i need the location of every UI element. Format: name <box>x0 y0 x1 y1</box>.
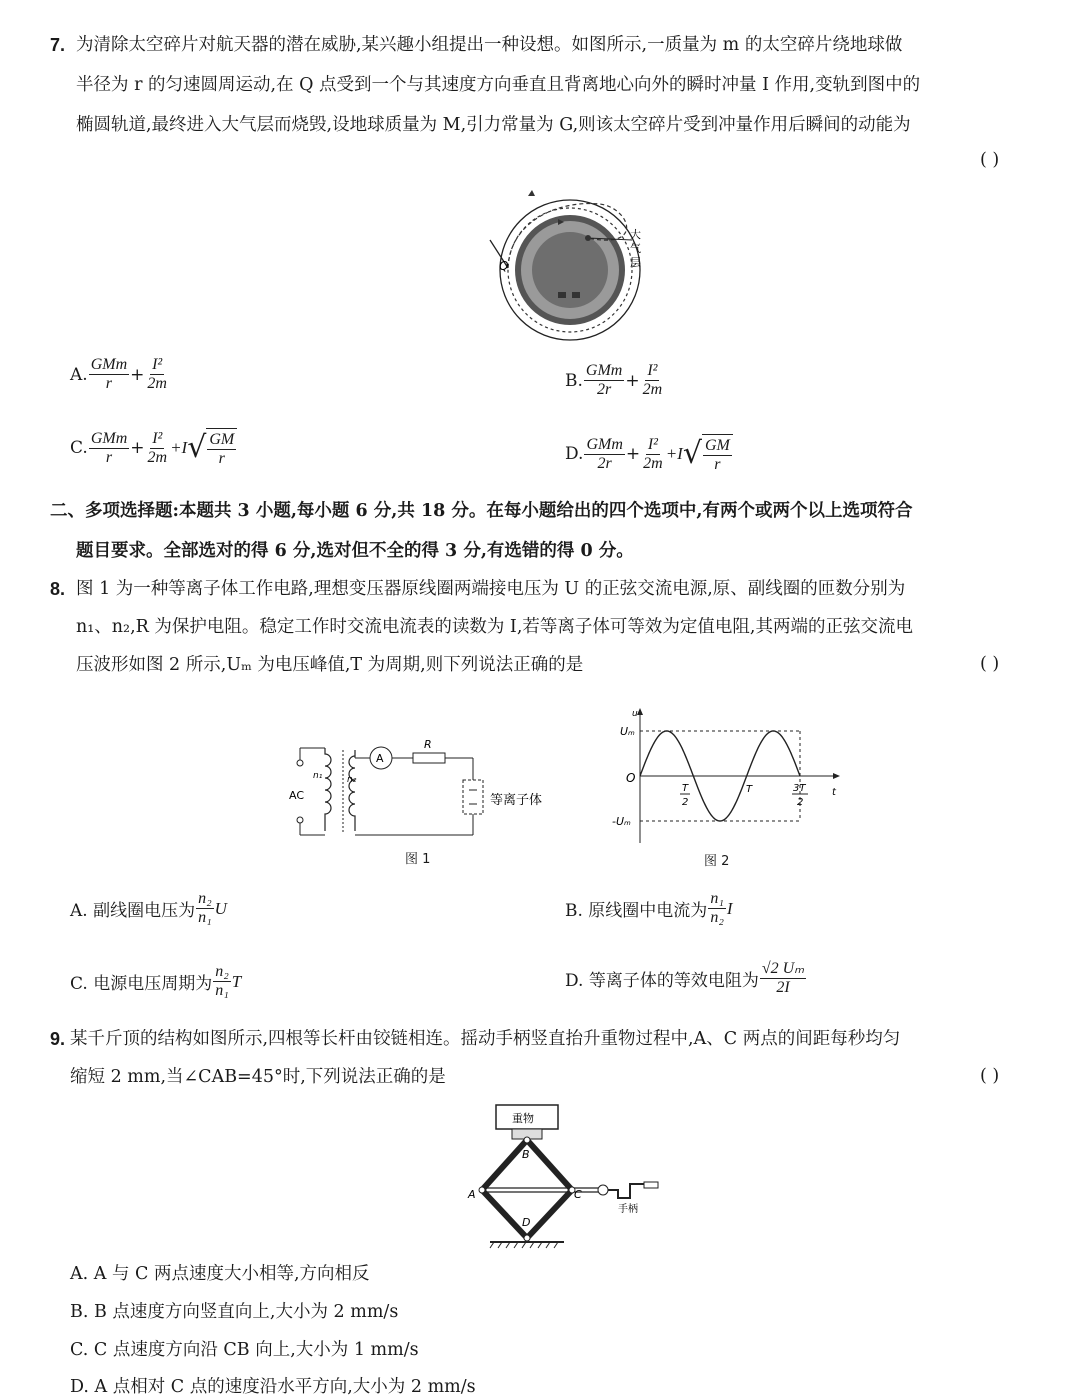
option-text: A. 副线圈电压为 <box>70 901 196 921</box>
q7-option-c[interactable] <box>70 428 237 468</box>
fraction-gmm-over-r: $\frac{\text{GMm}}{r}$ <box>90 429 128 466</box>
section-2-heading-line-2: 题目要求。全部选对的得 6 分,选对但不全的得 3 分,有选错的得 0 分。 <box>76 541 634 561</box>
question-8-number: 8. <box>50 579 66 599</box>
tick-three-half-period-numerator: 3T <box>793 783 806 794</box>
ratio-fraction: $\frac{\text{n₂}}{\text{n₁}}$ <box>198 890 212 926</box>
plasma-element <box>463 780 483 814</box>
fraction-gmm-over-2r: $\frac{\text{GMm}}{2r}$ <box>585 362 623 398</box>
fraction-gmm-over-r: $\frac{\text{GMm}}{r}$ <box>90 356 128 392</box>
tick-period: T <box>746 784 753 795</box>
plus-sign: + <box>625 370 640 391</box>
voltage-waveform <box>610 705 845 850</box>
rod-bc <box>527 1140 572 1190</box>
negative-peak-label: -Uₘ <box>612 815 631 828</box>
question-8-line-1: 图 1 为一种等离子体工作电路,理想变压器原线圈两端接电压为 U 的正弦交流电源,原、副线圈的匝数分别为 <box>76 579 906 599</box>
sqrt-gm-over-r: √ $\frac{GM}{r}$ <box>683 434 733 474</box>
section-2-heading-line-1: 二、多项选择题:本题共 3 小题,每小题 6 分,共 18 分。在每小题给出的四个选项中,有两个或两个以上选项符合 <box>50 501 913 521</box>
tick-three-half-period-denominator: 2 <box>797 797 804 808</box>
question-8-line-3: 压波形如图 2 所示,Uₘ 为电压峰值,T 为周期,则下列说法正确的是 <box>76 655 584 675</box>
option-label: C. <box>70 438 88 458</box>
primary-coil <box>325 748 331 831</box>
question-7-number: 7. <box>50 35 66 55</box>
q9-option-c[interactable]: C. C 点速度方向沿 CB 向上,大小为 1 mm/s <box>70 1340 419 1360</box>
point-b-label: B <box>522 1148 530 1161</box>
plus-i-term: +I <box>665 444 683 463</box>
fraction-gmm-over-2r: $\frac{\text{GMm}}{2r}$ <box>586 435 623 472</box>
point-a-label: A <box>468 1188 476 1201</box>
handle-crank <box>608 1184 644 1198</box>
figure-2-caption: 图 2 <box>704 854 730 869</box>
option-text: D. 等离子体的等效电阻为 <box>565 971 759 991</box>
ac-source-label: AC <box>289 789 305 802</box>
weight-label: 重物 <box>512 1112 534 1125</box>
atmosphere-label-3: 层 <box>630 256 641 269</box>
option-label: B. <box>565 370 583 391</box>
question-9-number: 9. <box>50 1029 66 1049</box>
q8-option-d[interactable] <box>565 960 807 997</box>
option-text: B. 原线圈中电流为 <box>565 901 708 921</box>
ratio-fraction: $\frac{\text{n₁}}{\text{n₂}}$ <box>710 890 724 926</box>
option-label: D. <box>565 444 584 464</box>
ammeter-label: A <box>376 752 384 765</box>
q9-option-a[interactable]: A. A 与 C 两点速度大小相等,方向相反 <box>70 1264 370 1284</box>
atmosphere-label-1: 大 <box>630 228 641 241</box>
resistor-label: R <box>424 738 432 751</box>
secondary-coil <box>349 750 355 831</box>
fraction-i2-over-2m: $\frac{\text{I²}}{2m}$ <box>147 429 168 466</box>
n2-label: n₂ <box>347 775 357 785</box>
n1-label: n₁ <box>313 771 323 781</box>
q8-option-c[interactable] <box>70 963 241 1000</box>
rod-ab <box>482 1140 527 1190</box>
q7-option-a[interactable] <box>70 356 170 393</box>
question-9-line-2: 缩短 2 mm,当∠CAB=45°时,下列说法正确的是 <box>70 1067 446 1087</box>
t-axis-label: t <box>832 787 836 798</box>
tick-half-period-denominator: 2 <box>682 797 689 808</box>
ratio-fraction: $\frac{\text{n₂}}{\text{n₁}}$ <box>215 963 229 999</box>
u-axis-label: u <box>632 709 638 719</box>
plus-sign: + <box>625 444 641 464</box>
option-variable: U <box>214 898 227 918</box>
earth-core <box>532 232 608 308</box>
question-7-line-2: 半径为 r 的匀速圆周运动,在 Q 点受到一个与其速度方向垂直且背离地心向外的瞬时冲量 I 作用,变轨到图中的 <box>76 75 921 95</box>
orbit-diagram <box>480 180 660 350</box>
point-q-label: Q <box>499 259 509 273</box>
rod-ad <box>482 1190 527 1238</box>
q7-option-d[interactable] <box>565 434 733 474</box>
q8-option-b[interactable] <box>565 890 733 927</box>
q8-option-a[interactable] <box>70 890 227 927</box>
atmosphere-label-2: 气 <box>630 242 641 255</box>
plus-i-term: +I <box>170 438 188 457</box>
question-8-line-2: n₁、n₂,R 为保护电阻。稳定工作时交流电流表的读数为 I,若等离子体可等效为定值电阻,其两端的正弦交流电 <box>76 617 913 637</box>
point-c-label: C <box>574 1188 582 1201</box>
plus-sign: + <box>130 364 145 385</box>
answer-bracket-8: ( ) <box>980 654 1000 674</box>
fraction-i2-over-2m: $\frac{\text{I²}}{2m}$ <box>147 356 167 392</box>
rod-cd <box>527 1190 572 1238</box>
fraction-i2-over-2m: $\frac{\text{I²}}{2m}$ <box>642 362 663 398</box>
q9-option-d[interactable]: D. A 点相对 C 点的速度沿水平方向,大小为 2 mm/s <box>70 1377 476 1397</box>
option-variable: T <box>231 971 242 991</box>
answer-bracket-7: ( ) <box>980 150 1000 170</box>
option-text: C. 电源电压周期为 <box>70 974 213 994</box>
question-7-line-1: 为清除太空碎片对航天器的潜在威胁,某兴趣小组提出一种设想。如图所示,一质量为 m 的太空碎片绕地球做 <box>76 35 903 55</box>
origin-label: O <box>626 771 636 785</box>
peak-voltage-label: Uₘ <box>620 725 635 738</box>
question-9-line-1: 某千斤顶的结构如图所示,四根等长杆由铰链相连。摇动手柄竖直抬升重物过程中,A、C 两点的间距每秒均匀 <box>70 1029 901 1049</box>
tick-half-period-numerator: T <box>682 783 689 794</box>
plasma-label: 等离子体 <box>490 793 543 808</box>
answer-bracket-9: ( ) <box>980 1066 1000 1086</box>
question-7-line-3: 椭圆轨道,最终进入大气层而烧毁,设地球质量为 M,引力常量为 G,则该太空碎片受到冲量作用后瞬间的动能为 <box>76 115 911 135</box>
sqrt-gm-over-r: √ $\frac{GM}{r}$ <box>187 428 237 468</box>
q9-option-b[interactable]: B. B 点速度方向竖直向上,大小为 2 mm/s <box>70 1302 399 1322</box>
jack-diagram <box>460 1100 665 1250</box>
protective-resistor <box>413 753 445 763</box>
q7-option-b[interactable] <box>565 362 665 399</box>
handle-label: 手柄 <box>618 1204 638 1215</box>
option-label: A. <box>70 364 88 385</box>
figure-1-caption: 图 1 <box>405 852 431 867</box>
fraction-i2-over-2m: $\frac{\text{I²}}{2m}$ <box>643 435 663 472</box>
resistance-fraction: $\frac{\text{√2 Uₘ}}{2I}$ <box>761 960 805 996</box>
plus-sign: + <box>130 438 145 458</box>
option-variable: I <box>726 898 733 918</box>
point-d-label: D <box>522 1216 531 1229</box>
